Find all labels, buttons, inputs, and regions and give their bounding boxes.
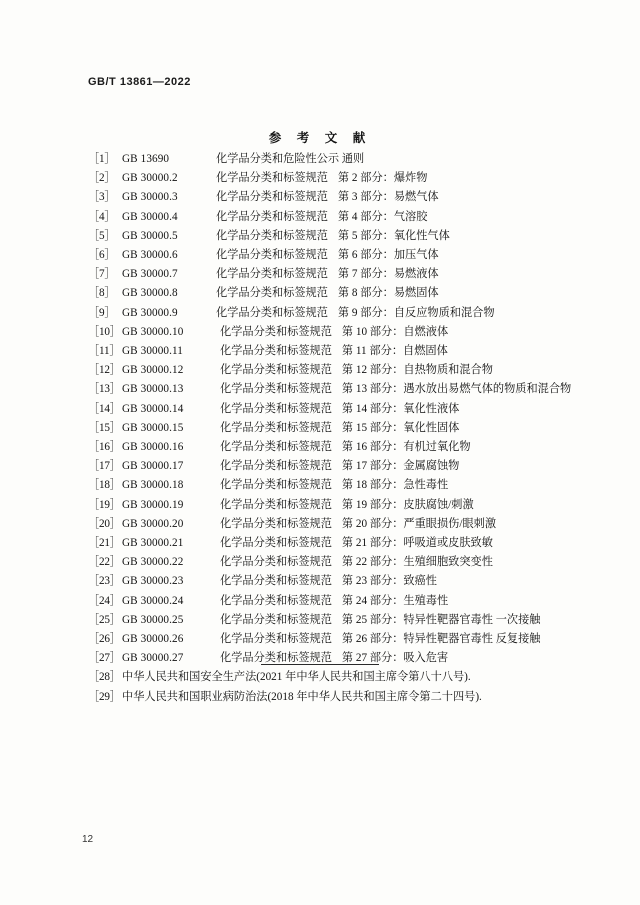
reference-part-label: 第 25 部分：特异性靶器官毒性 一次接触	[341, 613, 541, 626]
reference-index: ［14］	[88, 402, 121, 415]
reference-index: ［5］	[88, 229, 116, 242]
reference-part-label: 第 19 部分：皮肤腐蚀/刺激	[341, 498, 474, 511]
reference-entry	[88, 496, 568, 515]
reference-entry	[88, 553, 568, 572]
reference-index: ［24］	[88, 594, 121, 607]
reference-text: 中华人民共和国安全生产法(2021 年中华人民共和国主席令第八十八号).	[122, 671, 471, 684]
reference-standard-title: 化学品分类和标签规范	[220, 613, 332, 626]
reference-entry	[88, 227, 568, 246]
reference-index: ［1］	[88, 153, 116, 165]
reference-part-label: 第 8 部分：易燃固体	[337, 287, 439, 300]
reference-part-label: 第 4 部分：气溶胶	[337, 210, 428, 223]
reference-standard-code: GB 30000.5	[122, 229, 178, 242]
reference-entry	[88, 380, 572, 399]
reference-part-label: 第 26 部分：特异性靶器官毒性 反复接触	[341, 633, 541, 646]
reference-entry	[88, 284, 568, 303]
reference-index: ［9］	[88, 306, 116, 319]
reference-standard-code: GB 30000.4	[122, 210, 178, 223]
reference-standard-title: 化学品分类和标签规范	[216, 268, 328, 281]
reference-standard-code: GB 30000.18	[122, 479, 184, 492]
reference-standard-title: 化学品分类和标签规范	[216, 210, 328, 223]
reference-standard-title: 化学品分类和标签规范	[216, 229, 328, 242]
reference-standard-title: 化学品分类和标签规范	[220, 633, 332, 646]
reference-part-label: 第 18 部分：急性毒性	[341, 479, 449, 492]
reference-index: ［22］	[88, 556, 121, 569]
reference-standard-title: 化学品分类和危险性公示 通则	[216, 153, 365, 165]
reference-entry	[88, 246, 568, 265]
reference-entry	[88, 400, 568, 419]
reference-index: ［8］	[88, 287, 116, 300]
reference-part-label: 第 20 部分：严重眼损伤/眼刺激	[341, 517, 497, 530]
reference-part-label: 第 10 部分：自燃液体	[341, 325, 449, 338]
reference-index: ［4］	[88, 210, 116, 223]
reference-part-label: 第 3 部分：易燃气体	[337, 191, 439, 204]
reference-part-label: 第 14 部分：氧化性液体	[341, 402, 460, 415]
reference-index: ［19］	[88, 498, 121, 511]
reference-index: ［23］	[88, 575, 121, 588]
reference-part-label: 第 27 部分：吸入危害	[341, 652, 449, 665]
reference-standard-title: 化学品分类和标签规范	[216, 172, 328, 185]
reference-standard-code: GB 30000.21	[122, 537, 184, 550]
reference-entry	[88, 668, 568, 687]
reference-part-label: 第 13 部分：遇水放出易燃气体的物质和混合物	[341, 383, 572, 396]
reference-standard-code: GB 30000.6	[122, 249, 178, 262]
reference-text: 中华人民共和国职业病防治法(2018 年中华人民共和国主席令第二十四号).	[122, 690, 482, 703]
reference-standard-code: GB 30000.10	[122, 325, 184, 338]
reference-part-label: 第 6 部分：加压气体	[337, 249, 439, 262]
reference-entry	[88, 150, 568, 169]
reference-standard-code: GB 30000.8	[122, 287, 178, 300]
reference-index: ［13］	[88, 383, 121, 396]
reference-standard-title: 化学品分类和标签规范	[216, 287, 328, 300]
reference-entry	[88, 419, 568, 438]
reference-part-label: 第 23 部分：致癌性	[341, 575, 437, 588]
reference-standard-title: 化学品分类和标签规范	[220, 594, 332, 607]
reference-standard-title: 化学品分类和标签规范	[220, 556, 332, 569]
reference-entry	[88, 323, 568, 342]
reference-standard-title: 化学品分类和标签规范	[220, 498, 332, 511]
reference-standard-title: 化学品分类和标签规范	[220, 402, 332, 415]
reference-list	[88, 150, 572, 707]
reference-index: ［21］	[88, 537, 121, 550]
reference-standard-code: GB 30000.23	[122, 575, 184, 588]
reference-entry	[88, 169, 568, 188]
reference-entry	[88, 188, 568, 207]
reference-part-label: 第 2 部分：爆炸物	[337, 172, 428, 185]
reference-standard-code: GB 30000.9	[122, 306, 178, 319]
reference-standard-code: GB 30000.2	[122, 172, 178, 185]
reference-part-label: 第 16 部分：有机过氧化物	[341, 441, 471, 454]
reference-standard-title: 化学品分类和标签规范	[220, 441, 332, 454]
reference-standard-code: GB 30000.22	[122, 556, 184, 569]
reference-entry	[88, 208, 568, 227]
reference-standard-title: 化学品分类和标签规范	[216, 191, 328, 204]
page-title: 参 考 文 献	[268, 131, 372, 145]
reference-part-label: 第 15 部分：氧化性固体	[341, 421, 460, 434]
reference-standard-title: 化学品分类和标签规范	[216, 306, 328, 319]
reference-entry	[88, 457, 568, 476]
reference-standard-title: 化学品分类和标签规范	[220, 325, 332, 338]
reference-standard-title: 化学品分类和标签规范	[220, 575, 332, 588]
reference-index: ［16］	[88, 441, 121, 454]
reference-entry	[88, 630, 568, 649]
section-divider	[261, 664, 379, 665]
reference-standard-code: GB 30000.27	[122, 652, 184, 665]
reference-standard-title: 化学品分类和标签规范	[220, 517, 332, 530]
reference-entry	[88, 476, 568, 495]
reference-part-label: 第 17 部分：金属腐蚀物	[341, 460, 460, 473]
reference-index: ［18］	[88, 479, 121, 492]
reference-index: ［12］	[88, 364, 121, 377]
reference-standard-code: GB 30000.20	[122, 517, 184, 530]
reference-part-label: 第 5 部分：氧化性气体	[337, 229, 450, 242]
reference-standard-title: 化学品分类和标签规范	[220, 383, 332, 396]
reference-index: ［2］	[88, 172, 116, 185]
reference-part-label: 第 11 部分：自燃固体	[341, 345, 448, 358]
reference-standard-code: GB 30000.16	[122, 441, 184, 454]
reference-index: ［17］	[88, 460, 121, 473]
reference-standard-title: 化学品分类和标签规范	[220, 345, 332, 358]
reference-standard-title: 化学品分类和标签规范	[216, 249, 328, 262]
reference-standard-code: GB 30000.25	[122, 613, 184, 626]
reference-standard-code: GB 30000.7	[122, 268, 178, 281]
reference-entry	[88, 688, 568, 707]
reference-entry	[88, 515, 568, 534]
reference-entry	[88, 649, 568, 668]
reference-entry	[88, 592, 568, 611]
reference-index: ［28］	[88, 671, 121, 684]
reference-part-label: 第 21 部分：呼吸道或皮肤致敏	[341, 537, 493, 550]
reference-standard-code: GB 13690	[122, 153, 170, 165]
reference-index: ［10］	[88, 325, 121, 338]
reference-entry	[88, 611, 568, 630]
reference-index: ［11］	[88, 345, 121, 358]
reference-part-label: 第 22 部分：生殖细胞致突变性	[341, 556, 493, 569]
reference-index: ［7］	[88, 268, 116, 281]
reference-standard-title: 化学品分类和标签规范	[220, 652, 332, 665]
reference-entry	[88, 438, 568, 457]
reference-standard-code: GB 30000.13	[122, 383, 184, 396]
reference-standard-title: 化学品分类和标签规范	[220, 460, 332, 473]
reference-standard-title: 化学品分类和标签规范	[220, 421, 332, 434]
standard-number-header: GB/T 13861—2022	[88, 76, 191, 88]
reference-standard-code: GB 30000.15	[122, 421, 184, 434]
reference-standard-title: 化学品分类和标签规范	[220, 479, 332, 492]
page-number: 12	[82, 834, 94, 845]
reference-part-label: 第 9 部分：自反应物质和混合物	[337, 306, 495, 319]
reference-standard-code: GB 30000.24	[122, 594, 184, 607]
reference-standard-code: GB 30000.3	[122, 191, 178, 204]
reference-index: ［29］	[88, 690, 121, 703]
reference-entry	[88, 265, 568, 284]
reference-index: ［20］	[88, 517, 121, 530]
reference-standard-title: 化学品分类和标签规范	[220, 537, 332, 550]
reference-standard-code: GB 30000.19	[122, 498, 184, 511]
reference-index: ［15］	[88, 421, 121, 434]
reference-index: ［25］	[88, 613, 121, 626]
reference-index: ［6］	[88, 249, 116, 262]
reference-part-label: 第 24 部分：生殖毒性	[341, 594, 449, 607]
reference-standard-code: GB 30000.12	[122, 364, 184, 377]
reference-standard-code: GB 30000.14	[122, 402, 184, 415]
reference-standard-code: GB 30000.11	[122, 345, 183, 358]
reference-entry	[88, 572, 568, 591]
reference-standard-code: GB 30000.26	[122, 633, 184, 646]
reference-entry	[88, 342, 568, 361]
reference-entry	[88, 304, 568, 323]
reference-standard-title: 化学品分类和标签规范	[220, 364, 332, 377]
reference-index: ［26］	[88, 633, 121, 646]
reference-standard-code: GB 30000.17	[122, 460, 184, 473]
reference-part-label: 第 7 部分：易燃液体	[337, 268, 439, 281]
reference-entry	[88, 534, 568, 553]
reference-index: ［3］	[88, 191, 116, 204]
reference-index: ［27］	[88, 652, 121, 665]
reference-entry	[88, 361, 568, 380]
reference-part-label: 第 12 部分：自热物质和混合物	[341, 364, 493, 377]
